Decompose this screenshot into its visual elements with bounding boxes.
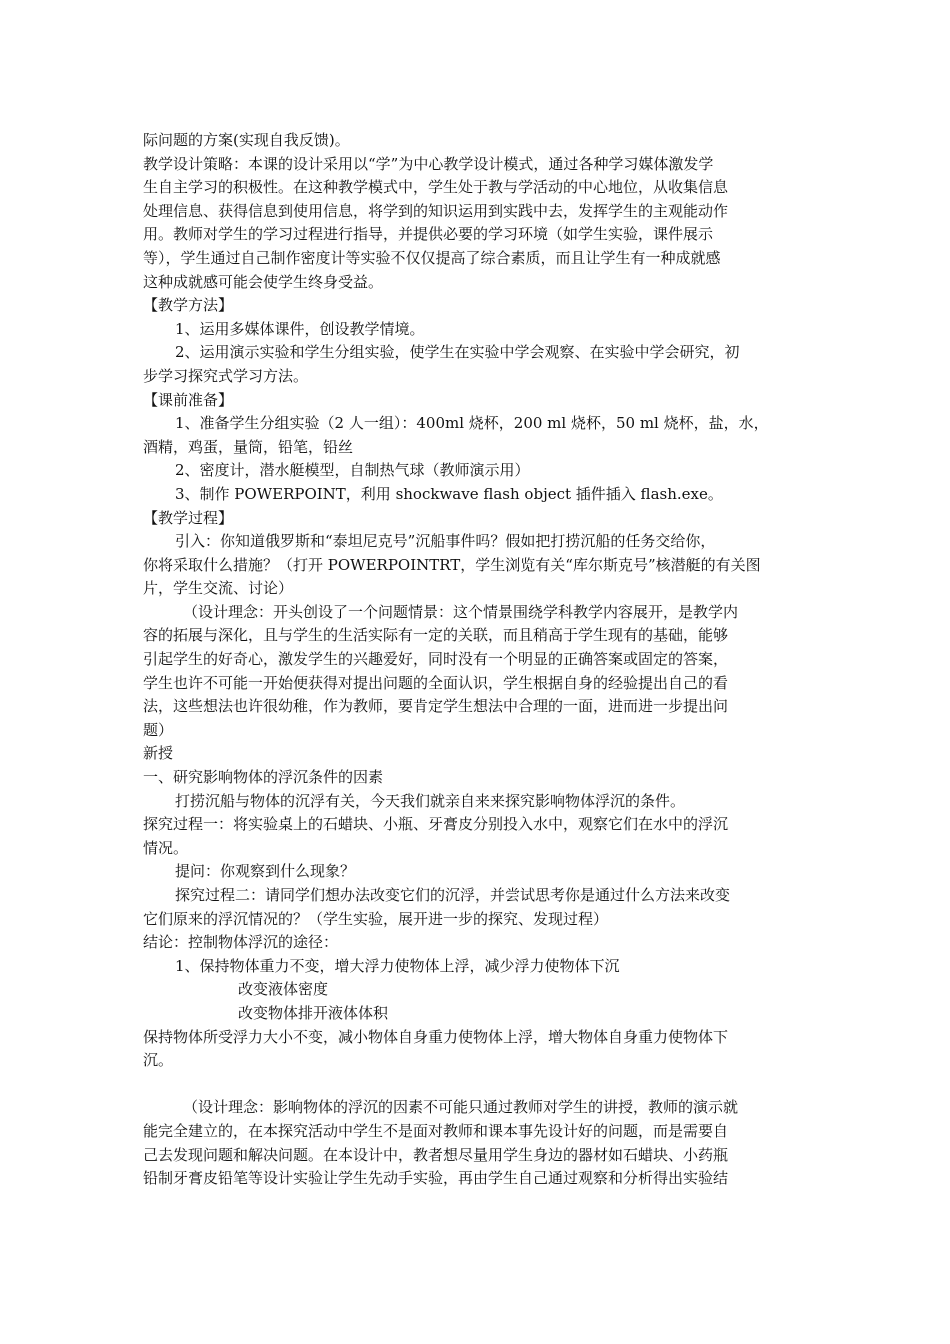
text-line: 结论：控制物体浮沉的途径： <box>143 933 339 952</box>
text-line: 步学习探究式学习方法。 <box>143 366 309 385</box>
text-line: 它们原来的浮沉情况的？（学生实验，展开进一步的探究、发现过程） <box>143 909 609 928</box>
text-line: 用。教师对学生的学习过程进行指导，并提供必要的学习环境（如学生实验，课件展示 <box>143 225 714 244</box>
section-heading: 【教学过程】 <box>143 508 234 527</box>
text-line: 学生也许不可能一开始便获得对提出问题的全面认识，学生根据自身的经验提出自己的看 <box>143 673 729 692</box>
text-line: 打捞沉船与物体的沉浮有关，今天我们就亲自来来探究影响物体浮沉的条件。 <box>175 791 686 810</box>
text-line: 新授 <box>143 744 174 763</box>
text-line: 铅制牙膏皮铅笔等设计实验让学生先动手实验，再由学生自己通过观察和分析得出实验结 <box>143 1169 729 1188</box>
text-line: 等），学生通过自己制作密度计等实验不仅仅提高了综合素质，而且让学生有一种成就感 <box>143 248 721 267</box>
text-line: 1、保持物体重力不变，增大浮力使物体上浮，减少浮力使物体下沉 <box>175 956 620 975</box>
text-line: 容的拓展与深化，且与学生的生活实际有一定的关联，而且稍高于学生现有的基础，能够 <box>143 626 729 645</box>
text-line: 己去发现问题和解决问题。在本设计中，教者想尽量用学生身边的器材如石蜡块、小药瓶 <box>143 1145 729 1164</box>
text-line: 改变物体排开液体体积 <box>238 1003 389 1022</box>
text-line: 教学设计策略：本课的设计采用以“学”为中心教学设计模式，通过各种学习媒体激发学 <box>143 154 714 173</box>
text-line: 提问：你观察到什么现象？ <box>175 862 356 881</box>
text-line: 2、密度计，潜水艇模型，自制热气球（教师演示用） <box>175 461 530 480</box>
text-line: 题） <box>143 720 174 739</box>
text-line: 这种成就感可能会使学生终身受益。 <box>143 272 384 291</box>
text-line: 能完全建立的，在本探究活动中学生不是面对教师和课本事先设计好的问题，而是需要自 <box>143 1121 729 1140</box>
text-line: 引起学生的好奇心，激发学生的兴趣爱好，同时没有一个明显的正确答案或固定的答案， <box>143 650 729 669</box>
text-line: 法，这些想法也许很幼稚，作为教师，要肯定学生想法中合理的一面，进而进一步提出问 <box>143 697 729 716</box>
text-line: 生自主学习的积极性。在这种教学模式中，学生处于教与学活动的中心地位，从收集信息 <box>143 178 729 197</box>
text-line: 一、研究影响物体的浮沉条件的因素 <box>143 768 384 787</box>
text-line: 改变液体密度 <box>238 980 329 999</box>
text-line: 处理信息、获得信息到使用信息，将学到的知识运用到实践中去，发挥学生的主观能动作 <box>143 201 729 220</box>
text-line: 2、运用演示实验和学生分组实验，使学生在实验中学会观察、在实验中学会研究，初 <box>175 343 740 362</box>
blank-line <box>143 1073 811 1097</box>
section-heading: 【课前准备】 <box>143 390 234 409</box>
text-line: 探究过程二：请同学们想办法改变它们的沉浮，并尝试思考你是通过什么方法来改变 <box>175 886 731 904</box>
text-line: 1、运用多媒体课件，创设教学情境。 <box>175 319 425 338</box>
text-line: （设计理念：开头创设了一个问题情景：这个情景围绕学科教学内容展开，是教学内 <box>183 602 739 621</box>
text-line: 你将采取什么措施？（打开 POWERPOINTRT，学生浏览有关“库尔斯克号”核潜艇的有关图 <box>143 555 761 574</box>
text-line: 际问题的方案(实现自我反馈)。 <box>143 131 350 149</box>
text-line: 引入：你知道俄罗斯和“泰坦尼克号”沉船事件吗？假如把打捞沉船的任务交给你， <box>175 532 716 551</box>
section-heading: 【教学方法】 <box>143 296 234 315</box>
text-line: 酒精，鸡蛋，量筒，铅笔，铅丝 <box>143 437 354 456</box>
text-line: 3、制作 POWERPOINT，利用 shockwave flash object 插件插入 flash.exe。 <box>175 484 723 503</box>
text-line: 情况。 <box>143 838 189 857</box>
text-line: 沉。 <box>143 1051 174 1070</box>
text-line: 片，学生交流、讨论） <box>143 579 294 598</box>
text-line: 1、准备学生分组实验（2 人一组）：400ml 烧杯，200 ml 烧杯，50 ml 烧杯，盐，水， <box>175 414 769 433</box>
text-line: 保持物体所受浮力大小不变，减小物体自身重力使物体上浮，增大物体自身重力使物体下 <box>143 1027 729 1046</box>
text-line: （设计理念：影响物体的浮沉的因素不可能只通过教师对学生的讲授，教师的演示就 <box>183 1098 739 1117</box>
document-body <box>143 129 811 1191</box>
text-line: 探究过程一：将实验桌上的石蜡块、小瓶、牙膏皮分别投入水中，观察它们在水中的浮沉 <box>143 815 729 834</box>
